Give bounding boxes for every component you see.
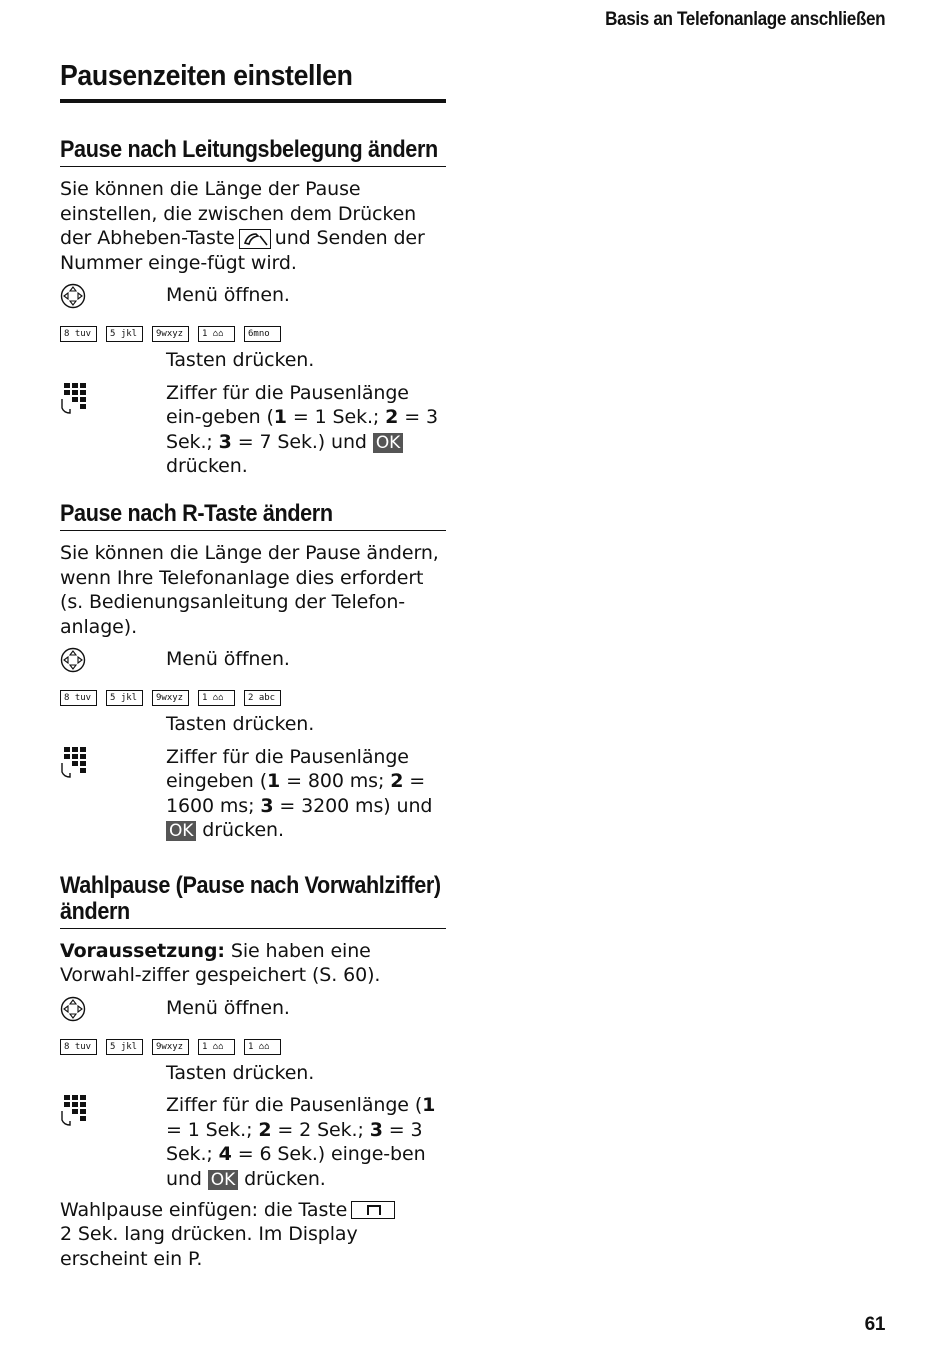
key-sequence: [60, 690, 446, 708]
keys-instruction: Tasten drücken.: [166, 348, 315, 371]
digit-key-1: 1 ⌂⌂: [244, 1039, 281, 1055]
ok-softkey-badge: OK: [208, 1170, 238, 1190]
keys-instruction: Tasten drücken.: [166, 1061, 315, 1084]
ok-softkey-badge: OK: [373, 433, 403, 453]
digit-key-8: 8 tuv: [60, 326, 97, 342]
navigation-key-icon: [60, 647, 86, 673]
keypad-icon: [60, 1093, 90, 1127]
digit-key-5: 5 jkl: [106, 326, 143, 342]
step-enter-digit: Ziffer für die Pausenlänge ein-geben (1 = 1 Sek.; 2 = 3 Sek.; 3 = 7 Sek.) und OK drücken.: [60, 381, 446, 479]
running-header: Basis an Telefonanlage anschließen: [604, 9, 885, 30]
digit-key-1: 1 ⌂⌂: [198, 690, 235, 706]
page-title: Pausenzeiten einstellen: [60, 60, 446, 103]
key-sequence: [60, 326, 446, 344]
keypad-icon: [60, 381, 90, 415]
key-sequence: [60, 1039, 446, 1057]
digit-key-6: 6mno: [244, 326, 281, 342]
digit-key-5: 5 jkl: [106, 1039, 143, 1055]
page-number: 61: [864, 1314, 885, 1335]
digit-key-2: 2 abc: [244, 690, 281, 706]
digit-key-9: 9wxyz: [152, 1039, 189, 1055]
section-heading-dial-pause: Wahlpause (Pause nach Vorwahlziffer) ändern: [60, 873, 446, 929]
content-column: [60, 60, 446, 1271]
digit-key-9: 9wxyz: [152, 690, 189, 706]
section-intro: Sie können die Länge der Pause einstellen, die zwischen dem Drücken der Abheben-Taste und Senden der Nummer einge-fügt wird.: [60, 178, 425, 274]
digit-key-1: 1 ⌂⌂: [198, 326, 235, 342]
navigation-key-icon: [60, 283, 86, 309]
insert-pause-note: Wahlpause einfügen: die Taste 2 Sek. lang drücken. Im Display erscheint ein P.: [60, 1198, 446, 1272]
step-menu: Menü öffnen.: [60, 647, 446, 680]
digit-key-8: 8 tuv: [60, 690, 97, 706]
digit-key-5: 5 jkl: [106, 690, 143, 706]
step-menu: Menü öffnen.: [60, 996, 446, 1029]
section-heading-r-key: Pause nach R-Taste ändern: [60, 501, 446, 531]
keypad-icon: [60, 745, 90, 779]
digit-key-1: 1 ⌂⌂: [198, 1039, 235, 1055]
navigation-key-icon: [60, 996, 86, 1022]
r-key-icon: [351, 1201, 395, 1219]
digit-key-9: 9wxyz: [152, 326, 189, 342]
step-enter-digit: Ziffer für die Pausenlänge eingeben (1 = 800 ms; 2 = 1600 ms; 3 = 3200 ms) und OK drücken.: [60, 745, 446, 843]
section-intro: Sie können die Länge der Pause ändern, wenn Ihre Telefonanlage dies erfordert (s. Bedienungsanleitung der Telefon-anlage).: [60, 541, 439, 638]
digit-key-8: 8 tuv: [60, 1039, 97, 1055]
keys-instruction: Tasten drücken.: [166, 712, 315, 735]
step-enter-digit: Ziffer für die Pausenlänge (1 = 1 Sek.; 2 = 2 Sek.; 3 = 3 Sek.; 4 = 6 Sek.) einge-ben und OK drücken.: [60, 1093, 446, 1191]
step-menu: Menü öffnen.: [60, 283, 446, 316]
prerequisite: Voraussetzung: Sie haben eine Vorwahl-ziffer gespeichert (S. 60).: [60, 939, 381, 987]
section-heading-line-seizure: Pause nach Leitungsbelegung ändern: [60, 137, 446, 167]
off-hook-key-icon: [239, 229, 271, 249]
ok-softkey-badge: OK: [166, 821, 196, 841]
